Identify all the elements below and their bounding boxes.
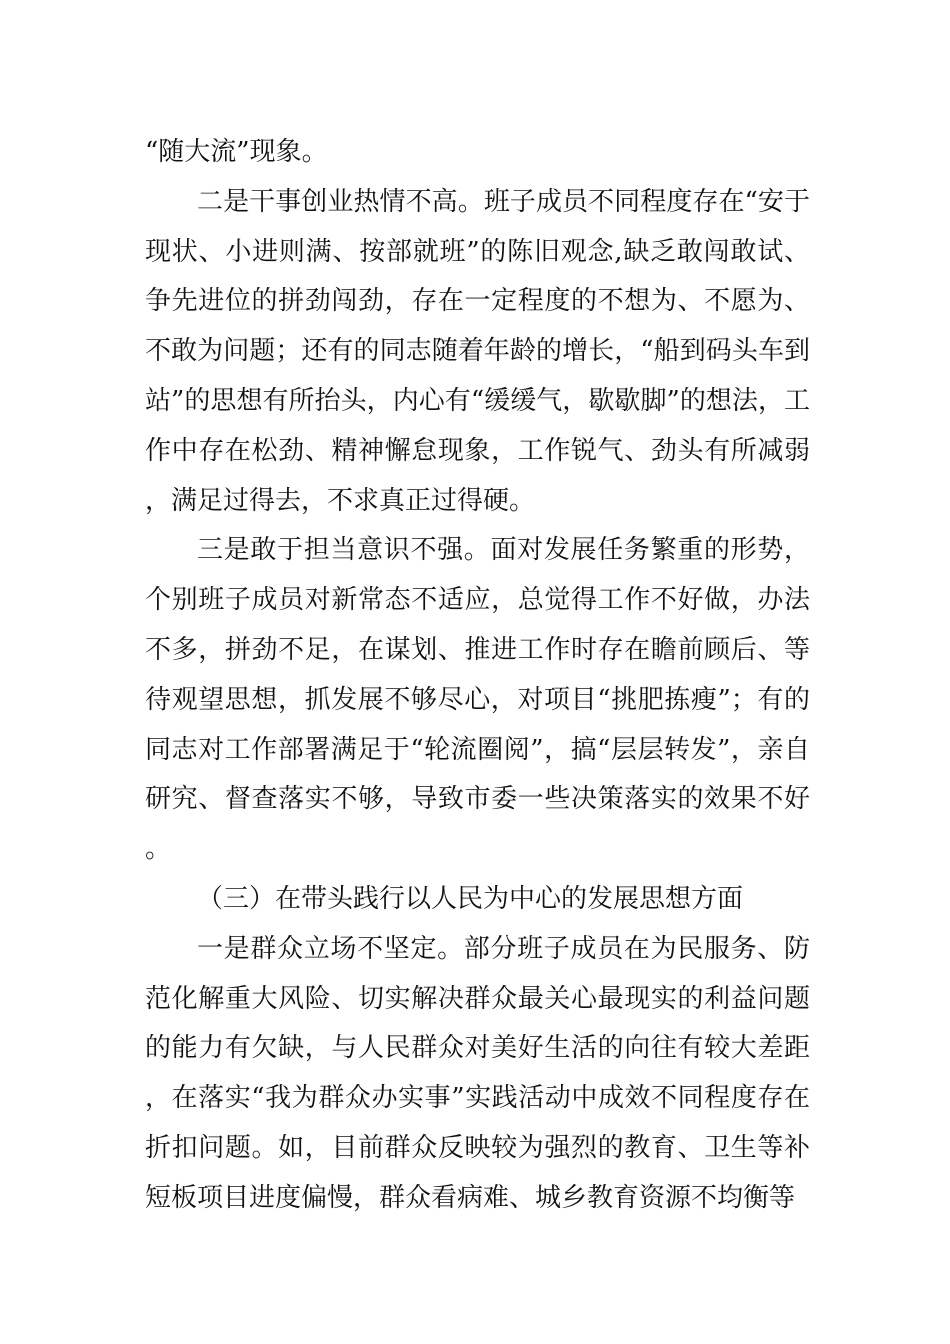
paragraph-responsibility: 三是敢于担当意识不强。面对发展任务繁重的形势，个别班子成员对新常态不适应，总觉得工作不好做，办法不多，拼劲不足，在谋划、推进工作时存在瞻前顾后、等待观望思想，抓发展不够尽心，对项目“挑肥拣瘦”；有的同志对工作部署满足于“轮流圈阅”，搞“层层转发”，亲自研究、督查落实不够，导致市委一些决策落实的效果不好。	[145, 535, 810, 865]
paragraph-continuation: “随大流”现象。	[145, 137, 328, 167]
section-heading: （三）在带头践行以人民为中心的发展思想方面	[197, 883, 744, 914]
document-body	[145, 128, 810, 1224]
paragraph-enthusiasm: 二是干事创业热情不高。班子成员不同程度存在“安于现状、小进则满、按部就班”的陈旧观念,缺乏敢闯敢试、争先进位的拼劲闯劲，存在一定程度的不想为、不愿为、不敢为问题；还有的同志随着年龄的增长，“船到码头车到站”的思想有所抬头，内心有“缓缓气，歇歇脚”的想法，工作中存在松劲、精神懈怠现象，工作锐气、劲头有所减弱，满足过得去，不求真正过得硬。	[145, 186, 810, 516]
paragraph-people-stance: 一是群众立场不坚定。部分班子成员在为民服务、防范化解重大风险、切实解决群众最关心最现实的利益问题的能力有欠缺，与人民群众对美好生活的向往有较大差距，在落实“我为群众办实事”实践活动中成效不同程度存在折扣问题。如，目前群众反映较为强烈的教育、卫生等补短板项目进度偏慢，群众看病难、城乡教育资源不均衡等	[145, 933, 810, 1213]
